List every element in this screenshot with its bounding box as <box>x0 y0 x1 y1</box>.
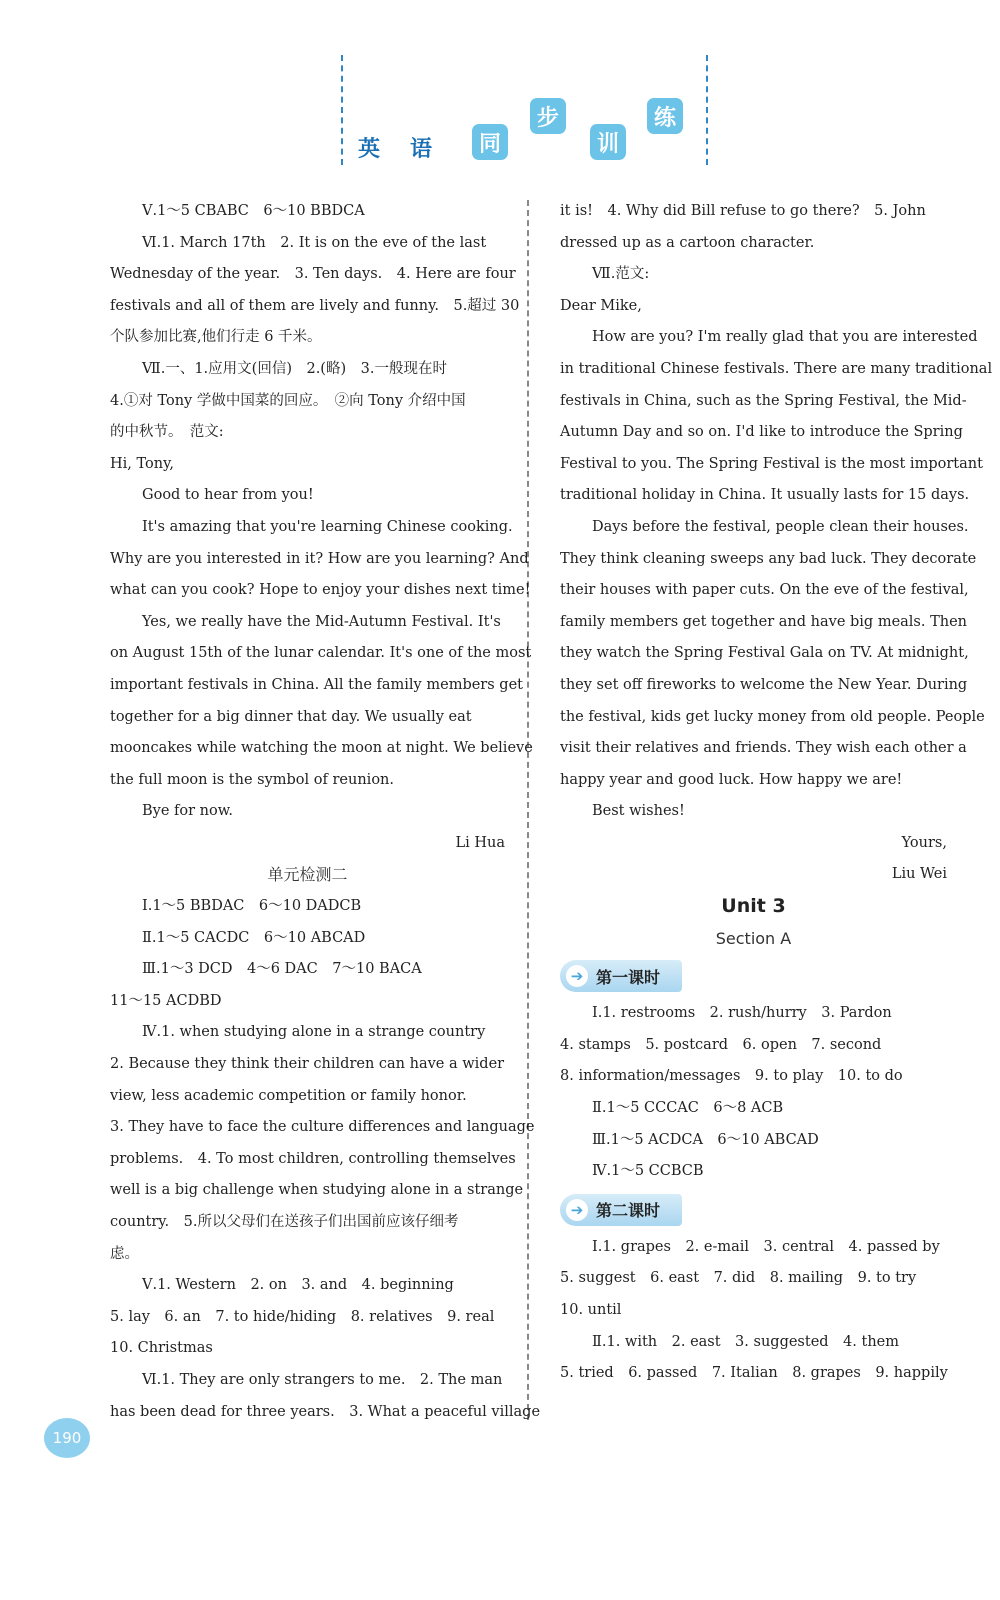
text-line: their houses with paper cuts. On the eve of the festival, <box>560 582 969 599</box>
text-line: Ⅲ.1～5 ACDCA 6～10 ABCAD <box>592 1131 819 1148</box>
text-line: Li Hua <box>455 834 505 851</box>
lesson-pill <box>560 1194 682 1226</box>
text-line: festivals in China, such as the Spring Festival, the Mid- <box>560 392 967 409</box>
lesson-heading <box>560 954 947 998</box>
lesson-title: 第二课时 <box>596 1201 661 1221</box>
text-line: happy year and good luck. How happy we are! <box>560 771 903 788</box>
text-line: traditional holiday in China. It usually lasts for 15 days. <box>560 487 970 504</box>
text-line: Good to hear from you! <box>142 487 314 504</box>
text-line: festivals and all of them are lively and funny. 5.超过 30 <box>110 297 520 314</box>
text-line: Ⅳ.1. when studying alone in a strange country <box>142 1024 486 1041</box>
text-line: Ⅴ.1～5 CBABC 6～10 BBDCA <box>142 203 365 219</box>
text-line: 个队参加比赛,他们行走 6 千米。 <box>110 329 322 346</box>
text-line: Autumn Day and so on. I'd like to introduce the Spring <box>560 424 963 441</box>
header-char: 语 <box>410 137 433 162</box>
text-line: the full moon is the symbol of reunion. <box>110 771 394 788</box>
text-line: Ⅳ.1～5 CCBCB <box>592 1163 704 1180</box>
header-line <box>706 55 708 165</box>
header-box: 步 <box>530 98 566 134</box>
column-divider <box>527 200 529 1420</box>
text-line: 3. They have to face the culture differences and language <box>110 1119 535 1136</box>
text-line: Hi, Tony, <box>110 455 174 472</box>
text-line: Ⅵ.1. March 17th 2. It is on the eve of the last <box>142 234 487 251</box>
arrow-right-icon: ➔ <box>566 965 588 987</box>
text-line: 4.①对 Tony 学做中国菜的回应。 ②向 Tony 介绍中国 <box>110 392 466 409</box>
text-line: what can you cook? Hope to enjoy your dishes next time! <box>110 582 531 599</box>
text-line: Why are you interested in it? How are you learning? And <box>110 550 529 567</box>
left-column <box>110 196 541 1428</box>
text-line: Ⅵ.1. They are only strangers to me. 2. The man <box>142 1371 503 1388</box>
text-line: they set off fireworks to welcome the New Year. During <box>560 676 968 693</box>
text-line: Yours, <box>901 834 947 851</box>
text-line: Ⅲ.1～3 DCD 4～6 DAC 7～10 BACA <box>142 961 422 978</box>
text-line: problems. 4. To most children, controlling themselves <box>110 1150 516 1167</box>
header-box: 练 <box>647 98 683 134</box>
arrow-right-icon: ➔ <box>566 1199 588 1221</box>
text-line: family members get together and have big meals. Then <box>560 613 968 630</box>
text-line: dressed up as a cartoon character. <box>560 234 815 251</box>
text-line: Best wishes! <box>592 803 685 820</box>
text-line: Ⅱ.1～5 CACDC 6～10 ABCAD <box>142 929 366 946</box>
text-line: Days before the festival, people clean their houses. <box>592 518 969 535</box>
page-number: 190 <box>44 1418 90 1458</box>
text-line: 单元检测二 <box>267 865 348 885</box>
text-line: How are you? I'm really glad that you are interested <box>592 329 978 346</box>
text-line: Ⅴ.1. Western 2. on 3. and 4. beginning <box>142 1277 454 1294</box>
text-line: Wednesday of the year. 3. Ten days. 4. Here are four <box>110 266 516 283</box>
text-line: Ⅶ.范文: <box>592 266 650 283</box>
text-line: Dear Mike, <box>560 297 642 314</box>
text-line: Festival to you. The Spring Festival is the most important <box>560 455 983 472</box>
text-line: country. 5.所以父母们在送孩子们出国前应该仔细考 <box>110 1214 459 1230</box>
header-line <box>341 55 343 165</box>
text-line: Ⅱ.1～5 CCCAC 6～8 ACB <box>592 1100 784 1117</box>
lesson-heading <box>560 1188 947 1232</box>
text-line: 4. stamps 5. postcard 6. open 7. second <box>560 1036 882 1053</box>
lesson-pill <box>560 960 682 992</box>
header-box: 同 <box>472 124 508 160</box>
text-line: They think cleaning sweeps any bad luck. They decorate <box>560 550 977 567</box>
text-line: 11～15 ACDBD <box>110 992 222 1009</box>
text-line: Ⅶ.一、1.应用文(回信) 2.(略) 3.一般现在时 <box>142 360 447 377</box>
text-line: 5. lay 6. an 7. to hide/hiding 8. relatives 9. real <box>110 1308 495 1325</box>
text-line: 2. Because they think their children can have a wider <box>110 1056 505 1073</box>
text-line: together for a big dinner that day. We usually eat <box>110 708 472 725</box>
text-line: Ⅱ.1. with 2. east 3. suggested 4. them <box>592 1333 899 1350</box>
text-line: Unit 3 <box>721 895 786 918</box>
text-line: 10. until <box>560 1302 622 1318</box>
right-column <box>560 196 993 1390</box>
lesson-title: 第一课时 <box>596 967 661 987</box>
text-line: Section A <box>715 928 792 948</box>
text-line: they watch the Spring Festival Gala on TV. At midnight, <box>560 645 969 662</box>
text-line: 5. tried 6. passed 7. Italian 8. grapes 9. happily <box>560 1365 948 1382</box>
text-line: 虑。 <box>110 1245 139 1262</box>
text-line: important festivals in China. All the family members get <box>110 676 523 693</box>
text-line: in traditional Chinese festivals. There are many traditional <box>560 360 993 377</box>
text-line: 8. information/messages 9. to play 10. to do <box>560 1068 903 1085</box>
text-line: Ⅰ.1～5 BBDAC 6～10 DADCB <box>142 898 362 915</box>
text-line: Ⅰ.1. grapes 2. e-mail 3. central 4. passed by <box>592 1238 940 1255</box>
text-line: 10. Christmas <box>110 1340 213 1357</box>
header-char: 英 <box>358 137 381 162</box>
text-line: 5. suggest 6. east 7. did 8. mailing 9. to try <box>560 1270 917 1287</box>
text-line: has been dead for three years. 3. What a peaceful village <box>110 1403 541 1420</box>
text-line: visit their relatives and friends. They wish each other a <box>560 740 967 757</box>
text-line: Bye for now. <box>142 803 234 820</box>
page-header <box>0 0 1000 180</box>
text-line: Liu Wei <box>891 866 947 883</box>
text-line: well is a big challenge when studying alone in a strange <box>110 1182 524 1199</box>
text-line: It's amazing that you're learning Chinese cooking. <box>142 518 513 535</box>
header-box: 训 <box>590 124 626 160</box>
text-line: Ⅰ.1. restrooms 2. rush/hurry 3. Pardon <box>592 1005 892 1022</box>
text-line: on August 15th of the lunar calendar. It's one of the most <box>110 645 532 662</box>
text-line: view, less academic competition or family honor. <box>110 1087 467 1104</box>
text-line: the festival, kids get lucky money from old people. People <box>560 708 985 725</box>
text-line: 的中秋节。 范文: <box>110 424 224 441</box>
text-line: Yes, we really have the Mid-Autumn Festival. It's <box>142 613 501 630</box>
text-line: mooncakes while watching the moon at night. We believe <box>110 740 533 757</box>
text-line: it is! 4. Why did Bill refuse to go there? 5. John <box>560 203 926 219</box>
